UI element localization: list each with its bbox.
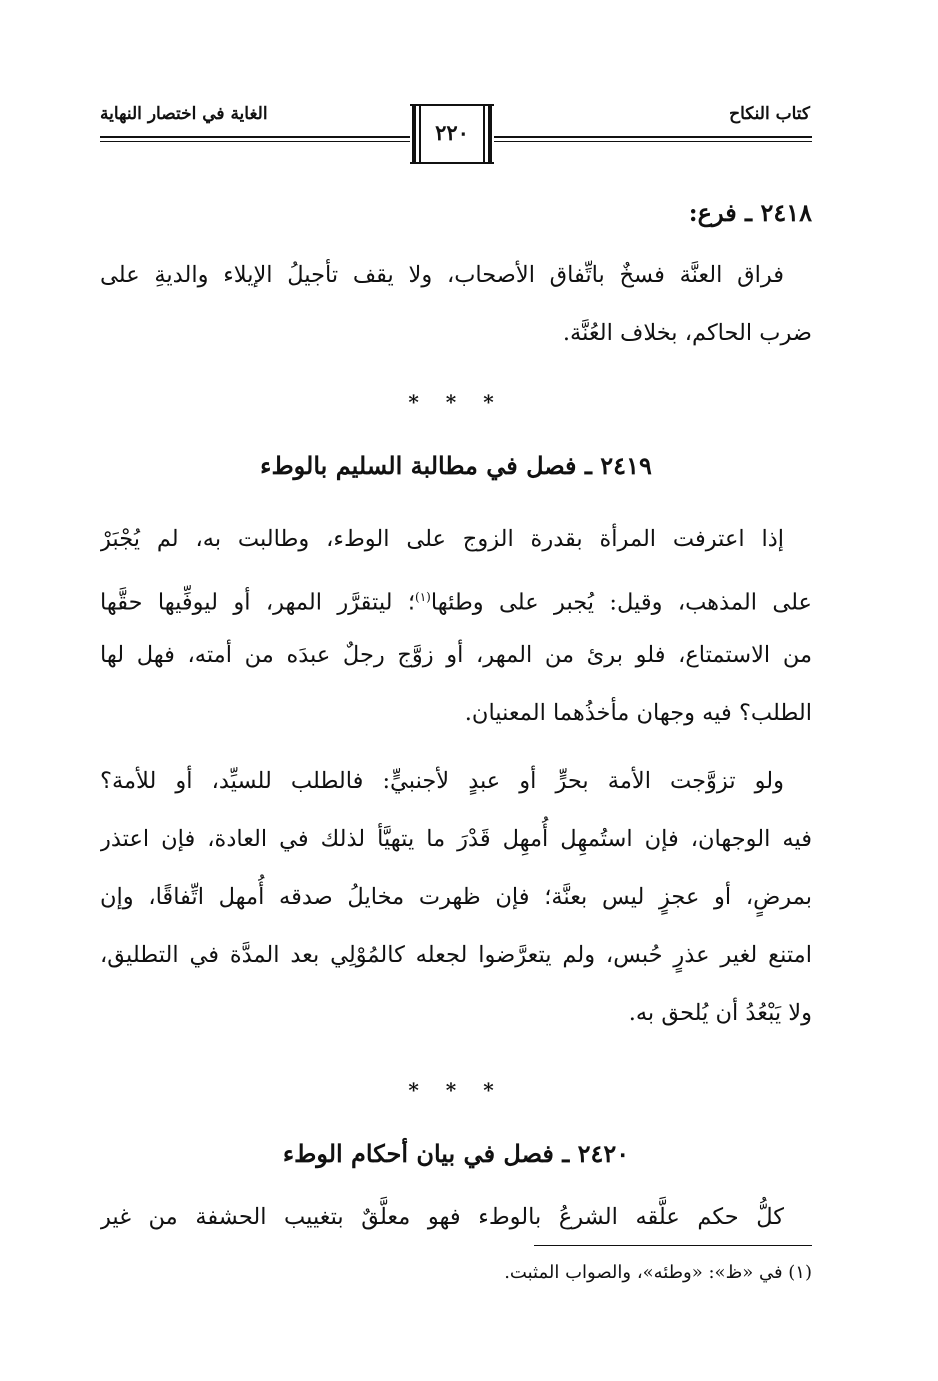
text-line: فراق العنَّة فسخٌ باتِّفاق الأصحاب، ولا يقف تأجيلُ الإيلاء والديةِ على xyxy=(100,262,784,288)
page-number-frame xyxy=(410,104,494,164)
page-body xyxy=(100,180,812,1246)
running-header-book: كتاب النكاح xyxy=(729,104,810,124)
text-line: امتنع لغير عذرٍ حُبس، ولم يتعرَّضوا لجعله كالمُوْلِي بعد المدَّة في التطليق، xyxy=(100,942,812,968)
text-line: ضرب الحاكم، بخلاف العُنَّة. xyxy=(562,320,812,346)
text-line: فيه الوجهان، فإن استُمهِل أُمهِل قَدْرَ ما يتهيَّأ لذلك في العادة، فإن اعتذر xyxy=(100,826,812,852)
section-separator: * * * xyxy=(408,1078,504,1102)
footnote: (١) في «ظ»: «وطئه»، والصواب المثبت. xyxy=(504,1262,812,1283)
footnote-rule xyxy=(534,1245,812,1246)
branch-heading-2418: ٢٤١٨ ـ فرع: xyxy=(688,198,812,227)
page-number: ٢٢٠ xyxy=(435,120,469,145)
text-line: ولا يَبْعُدُ أن يُلحق به. xyxy=(628,1000,812,1026)
section-separator: * * * xyxy=(408,390,504,414)
text-line-with-footnote xyxy=(100,568,812,626)
text-line: من الاستمتاع، فلو برئ من المهر، أو زوَّج رجلٌ عبدَه من أمته، فهل لها xyxy=(100,642,812,668)
running-header-title: الغاية في اختصار النهاية xyxy=(100,104,268,124)
text-line: الطلب؟ فيه وجهان مأخذُهما المعنيان. xyxy=(464,700,812,726)
text-line: كلُّ حكم علَّقه الشرعُ بالوطء فهو معلَّقٌ بتغييب الحشفة من غير xyxy=(100,1204,784,1230)
text-line: ولو تزوَّجت الأمة بحرٍّ أو عبدٍ لأجنبيٍّ: فالطلب للسيِّد، أو للأمة؟ xyxy=(100,768,784,794)
section-heading-2420: ٢٤٢٠ ـ فصل في بيان أحكام الوطء xyxy=(282,1139,630,1168)
section-heading-2419: ٢٤١٩ ـ فصل في مطالبة السليم بالوطء xyxy=(260,451,652,480)
footnote-ref: (١) xyxy=(415,590,431,604)
text-line: إذا اعترفت المرأة بقدرة الزوج على الوطء، وطالبت به، لم يُجْبَرْ xyxy=(100,526,784,552)
text-line: بمرضٍ، أو عجزٍ ليس بعنَّة؛ فإن ظهرت مخايلُ صدقه أُمهل اتِّفاقًا، وإن xyxy=(100,884,812,910)
text-segment: ؛ ليتقرَّر المهر، أو ليوفِّيها حقَّها xyxy=(100,589,416,616)
text-segment: على المذهب، وقيل: يُجبر على وطئها xyxy=(430,589,812,616)
